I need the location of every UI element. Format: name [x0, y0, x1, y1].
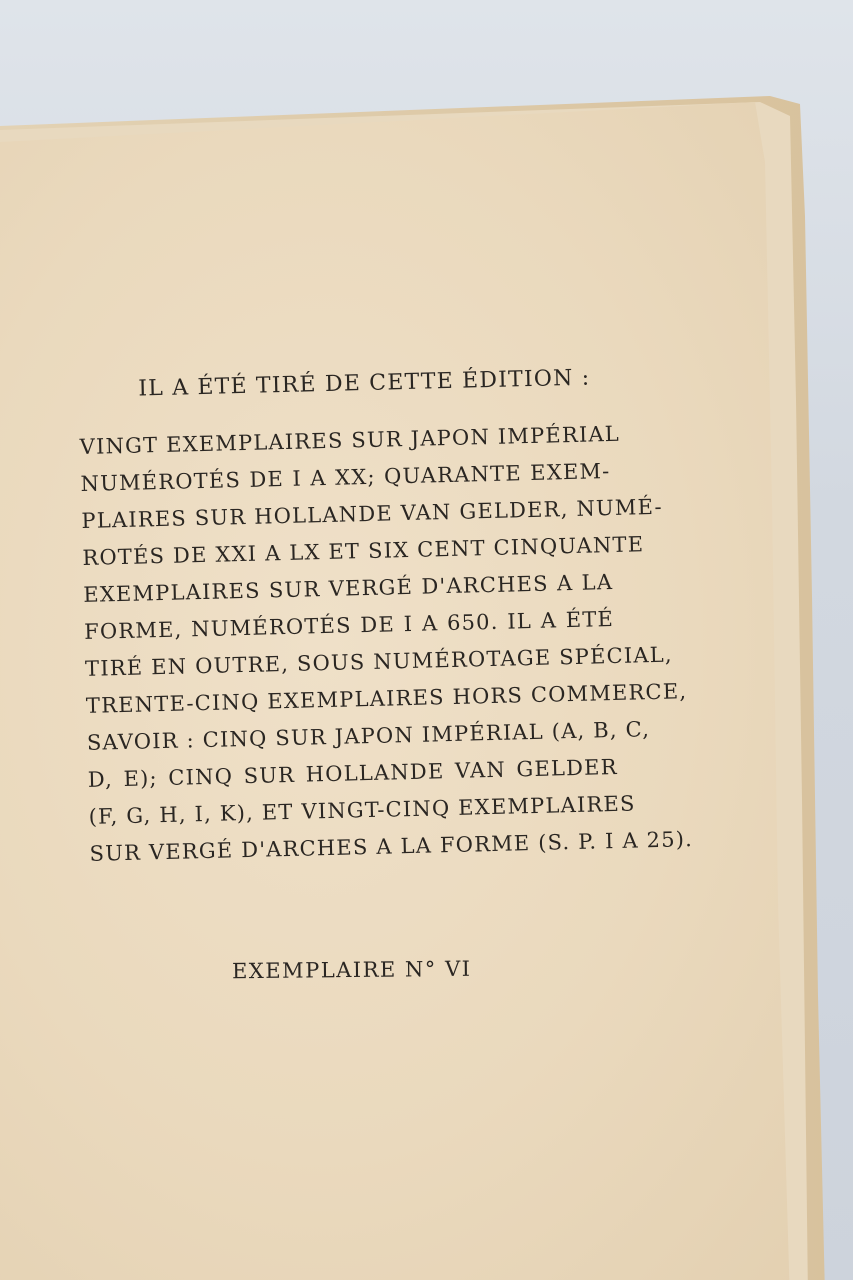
text-line: SAVOIR : CINQ SUR JAPON IMPÉRIAL (A, B, C,	[86, 717, 651, 755]
text-line: TIRÉ EN OUTRE, SOUS NUMÉROTAGE SPÉCIAL,	[84, 642, 674, 681]
text-line: (F, G, H, I, K), ET VINGT-CINQ EXEMPLAIRES	[88, 791, 636, 829]
text-line: EXEMPLAIRES SUR VERGÉ D'ARCHES A LA	[83, 569, 614, 607]
text-line: VINGT EXEMPLAIRES SUR JAPON IMPÉRIAL	[79, 421, 621, 459]
text-line: NUMÉROTÉS DE I A XX; QUARANTE EXEM-	[80, 459, 611, 496]
copy-number: EXEMPLAIRE N° VI	[231, 956, 472, 984]
text-line: FORME, NUMÉROTÉS DE I A 650. IL A ÉTÉ	[83, 606, 615, 644]
text-line: ROTÉS DE XXI A LX ET SIX CENT CINQUANTE	[82, 532, 645, 570]
edition-heading: IL A ÉTÉ TIRÉ DE CETTE ÉDITION :	[137, 365, 591, 402]
justification-text	[78, 365, 694, 873]
edition-paragraph	[79, 416, 694, 873]
text-line: SUR VERGÉ D'ARCHES A LA FORME (S. P. I A 25).	[89, 827, 694, 866]
text-line: PLAIRES SUR HOLLANDE VAN GELDER, NUMÉ-	[81, 494, 664, 533]
text-line: D, E); CINQ SUR HOLLANDE VAN GELDER	[87, 754, 618, 792]
text-line: TRENTE-CINQ EXEMPLAIRES HORS COMMERCE,	[85, 679, 688, 718]
